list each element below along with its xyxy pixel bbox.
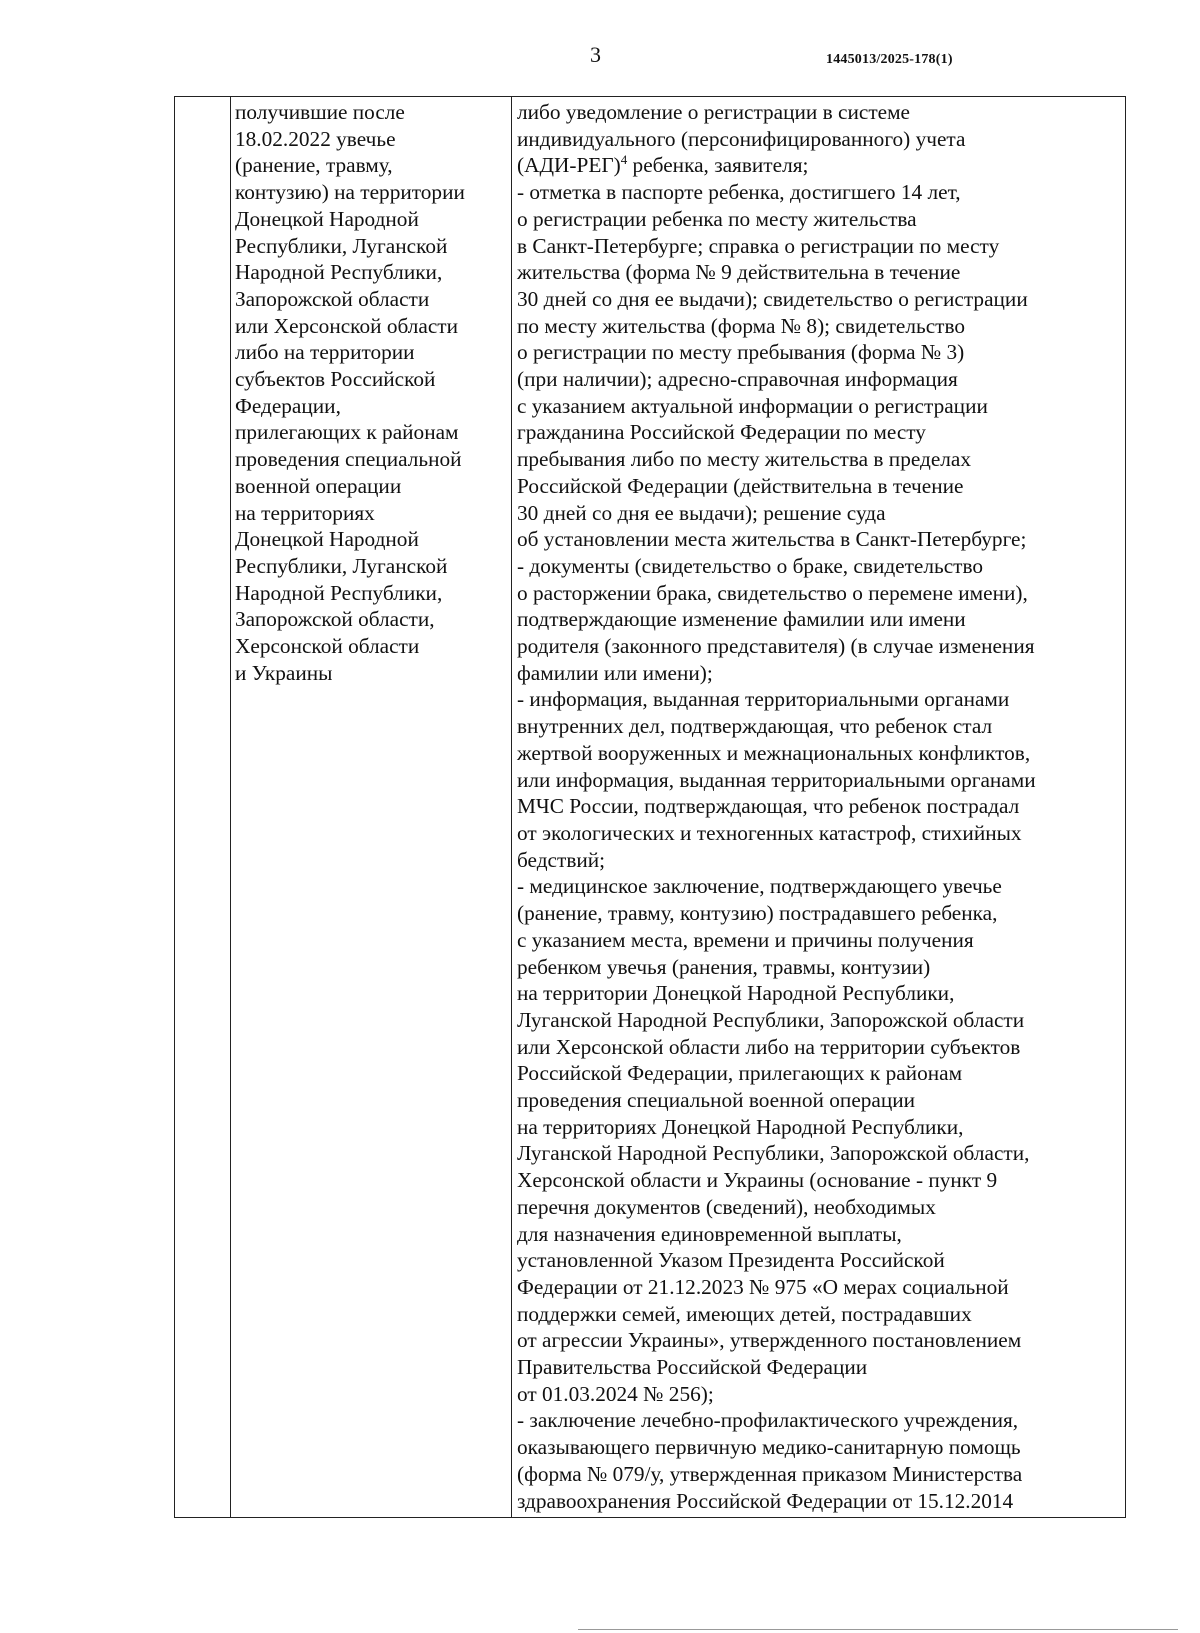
right-cell-line: 30 дней со дня ее выдачи); свидетельство о регистрации xyxy=(517,286,1028,311)
left-cell-line: Херсонской области xyxy=(235,634,420,659)
right-cell-line: Правительства Российской Федерации xyxy=(517,1355,868,1380)
right-cell-line: от экологических и техногенных катастроф, стихийных xyxy=(517,820,1022,845)
left-cell-line: Федерации, xyxy=(235,393,341,418)
right-cell-line: о регистрации по месту пребывания (форма № 3) xyxy=(517,340,965,365)
right-cell-line: перечня документов (сведений), необходимых xyxy=(517,1194,936,1219)
right-cell-line: - документы (свидетельство о браке, свидетельство xyxy=(517,553,984,578)
right-cell-line: о расторжении брака, свидетельство о перемене имени), xyxy=(517,580,1028,605)
left-cell-line: получившие после xyxy=(235,100,405,124)
right-cell-line: родителя (законного представителя) (в случае изменения xyxy=(517,634,1035,659)
left-cell-line: Запорожской области, xyxy=(235,607,435,632)
left-cell-line: контузию) на территории xyxy=(235,180,465,205)
left-cell-line: 18.02.2022 увечье xyxy=(235,126,396,151)
right-cell-line: о регистрации ребенка по месту жительства xyxy=(517,206,917,231)
left-cell-line: на территориях xyxy=(235,500,375,525)
left-cell-line: (ранение, травму, xyxy=(235,153,393,178)
left-cell-line: проведения специальной xyxy=(235,447,462,472)
right-cell-line: для назначения единовременной выплаты, xyxy=(517,1221,902,1246)
document-id: 1445013/2025-178(1) xyxy=(826,52,953,67)
right-cell-line: МЧС России, подтверждающая, что ребенок пострадал xyxy=(517,794,1020,819)
right-cell-line: или Херсонской области либо на территории субъектов xyxy=(517,1034,1021,1059)
right-cell-line: внутренних дел, подтверждающая, что ребенок стал xyxy=(517,714,993,739)
right-cell-line: пребывания либо по месту жительства в пределах xyxy=(517,447,972,472)
right-cell-line: бедствий; xyxy=(517,847,606,872)
document-table xyxy=(174,96,1126,1518)
right-cell-line: гражданина Российской Федерации по месту xyxy=(517,420,926,445)
right-cell-line: Луганской Народной Республики, Запорожской области, xyxy=(517,1141,1030,1166)
right-cell-line: ребенком увечья (ранения, травмы, контузии) xyxy=(517,954,931,979)
left-cell-line: или Херсонской области xyxy=(235,313,459,338)
page-number: 3 xyxy=(590,42,601,67)
right-cell-line: с указанием актуальной информации о регистрации xyxy=(517,393,988,418)
right-cell-line: в Санкт-Петербурге; справка о регистрации по месту xyxy=(517,233,1000,258)
right-cell-line: 30 дней со дня ее выдачи); решение суда xyxy=(517,500,886,525)
right-cell-line: проведения специальной военной операции xyxy=(517,1088,916,1113)
right-cell-line: подтверждающие изменение фамилии или имени xyxy=(517,607,966,632)
left-cell-line: Донецкой Народной xyxy=(235,206,419,231)
right-cell-line: установленной Указом Президента Российской xyxy=(517,1248,945,1273)
left-cell-line: прилегающих к районам xyxy=(235,420,459,445)
right-cell-line: оказывающего первичную медико-санитарную помощь xyxy=(517,1435,1021,1460)
right-cell-text xyxy=(517,99,1036,1514)
column-divider-1 xyxy=(230,97,231,1517)
right-cell-line: на территории Донецкой Народной Республики, xyxy=(517,981,955,1006)
right-cell-line: (ранение, травму, контузию) пострадавшего ребенка, xyxy=(517,901,998,926)
right-cell-line: от 01.03.2024 № 256); xyxy=(517,1381,714,1406)
left-cell-line: и Украины xyxy=(235,660,333,685)
bottom-rule xyxy=(578,1629,1178,1630)
right-cell-line: - заключение лечебно-профилактического учреждения, xyxy=(517,1408,1019,1433)
left-cell-line: Донецкой Народной xyxy=(235,527,419,552)
left-cell-line: Народной Республики, xyxy=(235,580,443,605)
right-cell-line: (при наличии); адресно-справочная информация xyxy=(517,367,958,392)
left-cell-line: субъектов Российской xyxy=(235,367,436,392)
left-cell-text xyxy=(235,99,465,686)
right-cell-line: фамилии или имени); xyxy=(517,660,713,685)
left-cell-line: Народной Республики, xyxy=(235,260,443,285)
footnote-marker: 4 xyxy=(620,152,628,168)
right-cell-line-tail: ребенка, заявителя; xyxy=(627,153,809,178)
left-cell-line: Запорожской области xyxy=(235,286,430,311)
right-cell-line: по месту жительства (форма № 8); свидетельство xyxy=(517,313,966,338)
right-cell-line: индивидуального (персонифицированного) учета xyxy=(517,126,966,151)
right-cell-line: жительства (форма № 9 действительна в течение xyxy=(517,260,961,285)
right-cell-line: поддержки семей, имеющих детей, пострадавших xyxy=(517,1301,972,1326)
right-cell-line: либо уведомление о регистрации в системе xyxy=(517,100,911,124)
right-cell-line xyxy=(517,152,1036,179)
right-cell-line: от агрессии Украины», утвержденного постановлением xyxy=(517,1328,1022,1353)
right-cell-line: или информация, выданная территориальными органами xyxy=(517,767,1036,792)
right-cell-line: - информация, выданная территориальными органами xyxy=(517,687,1010,712)
right-cell-line: Российской Федерации (действительна в течение xyxy=(517,473,964,498)
column-divider-2 xyxy=(511,97,512,1517)
right-cell-line: с указанием места, времени и причины получения xyxy=(517,927,974,952)
left-cell-line: военной операции xyxy=(235,473,402,498)
right-cell-line: Российской Федерации, прилегающих к районам xyxy=(517,1061,963,1086)
left-cell-line: Республики, Луганской xyxy=(235,233,448,258)
right-cell-line-text: (АДИ-РЕГ) xyxy=(517,153,621,178)
left-cell-line: Республики, Луганской xyxy=(235,553,448,578)
right-cell-line: здравоохранения Российской Федерации от 15.12.2014 xyxy=(517,1488,1014,1513)
right-cell-line: на территориях Донецкой Народной Республики, xyxy=(517,1114,964,1139)
right-cell-line: Федерации от 21.12.2023 № 975 «О мерах социальной xyxy=(517,1274,1009,1299)
left-cell-line: либо на территории xyxy=(235,340,415,365)
right-cell-line: об установлении места жительства в Санкт-Петербурге; xyxy=(517,527,1027,552)
right-cell-line: Херсонской области и Украины (основание - пункт 9 xyxy=(517,1168,998,1193)
right-cell-line: Луганской Народной Республики, Запорожской области xyxy=(517,1007,1025,1032)
right-cell-line: жертвой вооруженных и межнациональных конфликтов, xyxy=(517,740,1031,765)
right-cell-line: (форма № 079/у, утвержденная приказом Министерства xyxy=(517,1461,1023,1486)
right-cell-line: - медицинское заключение, подтверждающего увечье xyxy=(517,874,1002,899)
right-cell-line: - отметка в паспорте ребенка, достигшего 14 лет, xyxy=(517,180,961,205)
